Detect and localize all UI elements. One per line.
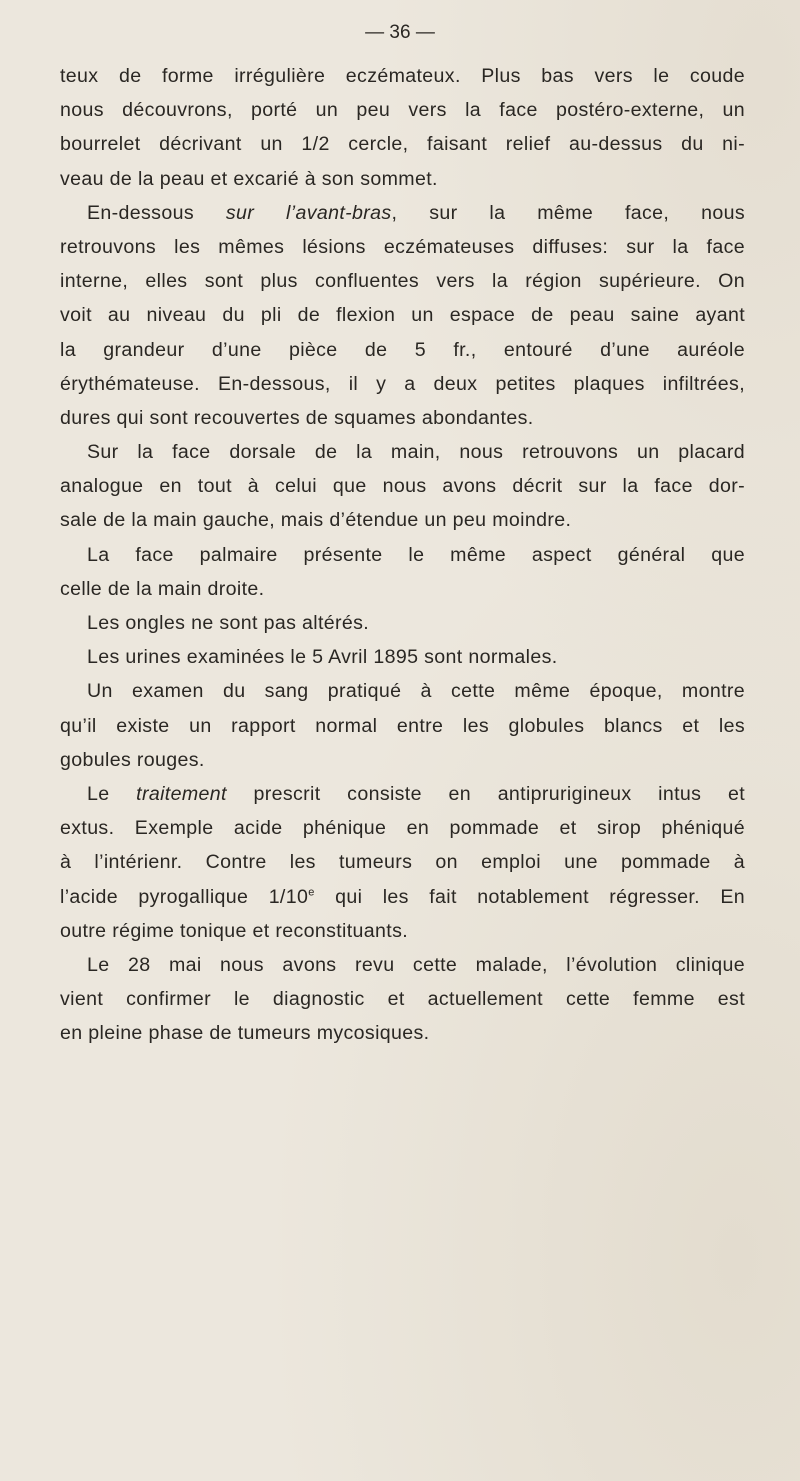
- superscript: e: [308, 885, 315, 898]
- body-text: [60, 59, 745, 1050]
- text-line: la grandeur d’une pièce de 5 fr., entouré d’une auréole: [60, 338, 745, 361]
- italic-text: traitement: [136, 782, 227, 805]
- text-line: l’acide pyrogallique 1/10e qui les fait notablement régresser. En: [60, 885, 746, 908]
- text-line: Le 28 mai nous avons revu cette malade, l’évolution clinique: [87, 953, 745, 976]
- text-line: La face palmaire présente le même aspect général que: [87, 543, 745, 566]
- text-line: Sur la face dorsale de la main, nous retrouvons un placard: [87, 441, 745, 464]
- text-line: Un examen du sang pratiqué à cette même époque, montre: [87, 680, 745, 703]
- text-line: interne, elles sont plus confluentes vers la région supérieure. On: [60, 270, 745, 293]
- text-line: gobules rouges.: [60, 748, 205, 771]
- text-line: nous découvrons, porté un peu vers la face postéro-externe, un: [60, 99, 745, 122]
- text-line: en pleine phase de tumeurs mycosiques.: [60, 1022, 430, 1045]
- text-line: bourrelet décrivant un 1/2 cercle, faisant relief au-dessus du ni-: [60, 133, 745, 156]
- text-line: analogue en tout à celui que nous avons décrit sur la face dor-: [60, 475, 745, 498]
- text-line: voit au niveau du pli de flexion un espace de peau saine ayant: [60, 304, 745, 327]
- text-line: vient confirmer le diagnostic et actuellement cette femme est: [60, 988, 745, 1011]
- text-line: dures qui sont recouvertes de squames abondantes.: [60, 406, 534, 429]
- text-line: outre régime tonique et reconstituants.: [60, 919, 409, 942]
- text-line: Les urines examinées le 5 Avril 1895 sont normales.: [87, 646, 558, 669]
- text-line: celle de la main droite.: [60, 577, 265, 600]
- text-line: érythémateuse. En-dessous, il y a deux petites plaques infiltrées,: [60, 372, 745, 395]
- text-line: à l’intérienr. Contre les tumeurs on emploi une pommade à: [60, 851, 745, 874]
- text-line: veau de la peau et excarié à son sommet.: [60, 167, 438, 190]
- text-line: En-dessous sur l’avant-bras, sur la même face, nous: [87, 201, 746, 224]
- text-line: retrouvons les mêmes lésions eczémateuses diffuses: sur la face: [60, 235, 745, 258]
- text-line: sale de la main gauche, mais d’étendue un peu moindre.: [60, 509, 572, 532]
- italic-text: sur l’avant-bras: [225, 201, 392, 224]
- text-line: extus. Exemple acide phénique en pommade et sirop phéniqué: [60, 817, 745, 840]
- text-line: qu’il existe un rapport normal entre les globules blancs et les: [60, 714, 745, 737]
- text-line: Le traitement prescrit consiste en antiprurigineux intus et: [87, 782, 745, 805]
- page-number: — 36 —: [365, 22, 435, 43]
- text-line: teux de forme irrégulière eczémateux. Plus bas vers le coude: [60, 65, 745, 87]
- text-line: Les ongles ne sont pas altérés.: [87, 612, 370, 634]
